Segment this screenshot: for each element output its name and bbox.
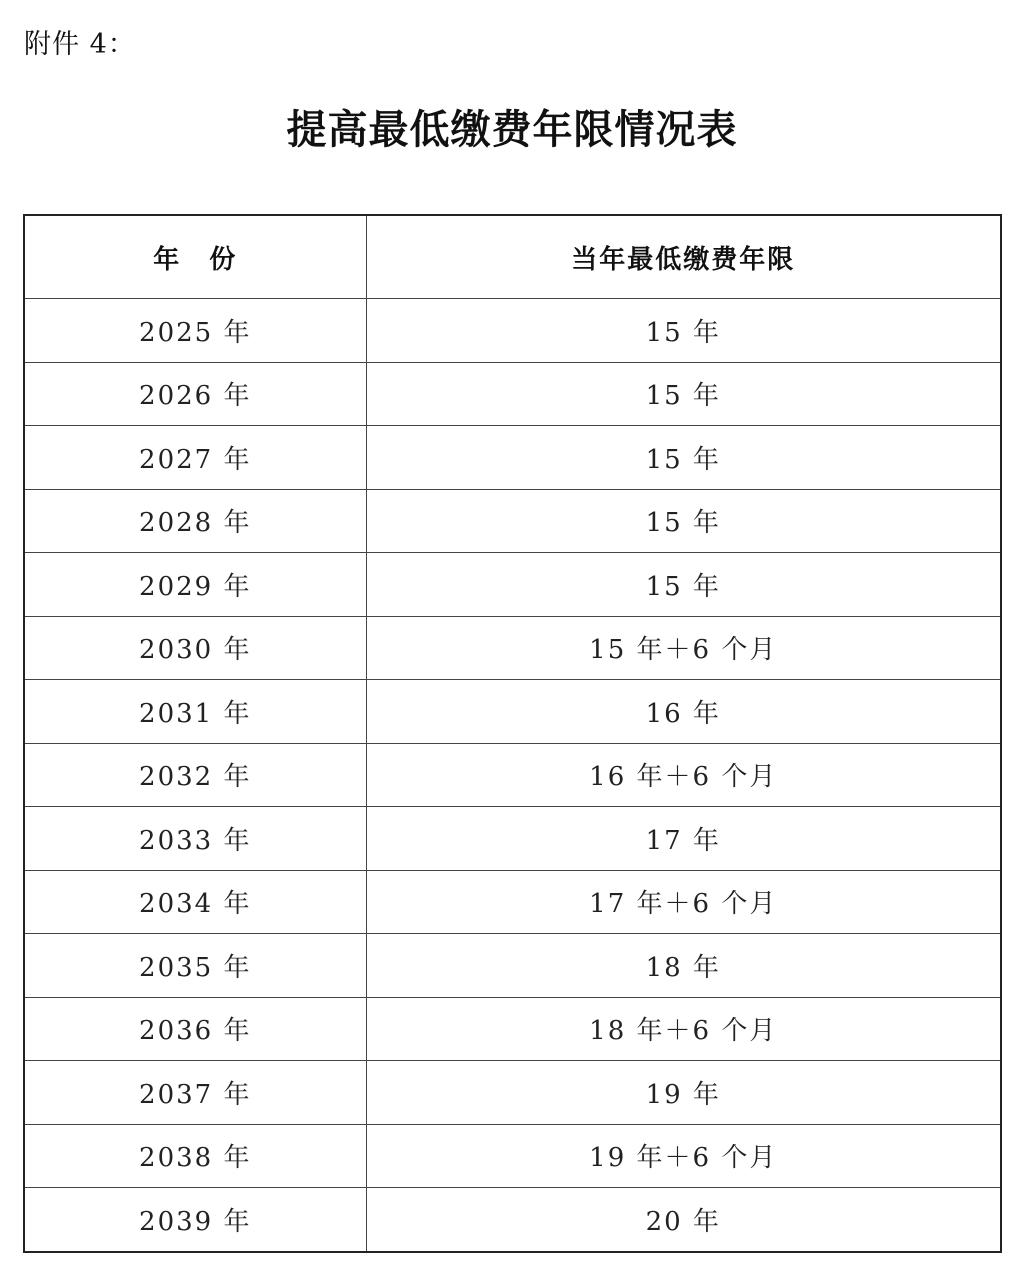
year-cell: 2037 年 [24,1061,366,1125]
table-row [24,362,1001,426]
min-years-cell: 18 年＋6 个月 [366,997,1001,1061]
year-cell: 2036 年 [24,997,366,1061]
year-cell: 2035 年 [24,934,366,998]
header-year: 年 份 [24,215,366,299]
year-cell: 2038 年 [24,1124,366,1188]
min-years-cell: 15 年 [366,489,1001,553]
year-cell: 2033 年 [24,807,366,871]
table-row [24,616,1001,680]
table-row [24,1124,1001,1188]
min-years-cell: 17 年＋6 个月 [366,870,1001,934]
year-cell: 2039 年 [24,1188,366,1252]
min-years-cell: 15 年 [366,362,1001,426]
year-cell: 2029 年 [24,553,366,617]
min-years-cell: 17 年 [366,807,1001,871]
document-title: 提高最低缴费年限情况表 [286,106,738,153]
min-years-cell: 18 年 [366,934,1001,998]
min-years-cell: 20 年 [366,1188,1001,1252]
header-min-years: 当年最低缴费年限 [366,215,1001,299]
min-years-cell: 19 年＋6 个月 [366,1124,1001,1188]
year-cell: 2026 年 [24,362,366,426]
table-row [24,997,1001,1061]
min-years-cell: 15 年 [366,553,1001,617]
table-row [24,489,1001,553]
table-row [24,553,1001,617]
table-header-row [24,215,1001,299]
attachment-label: 附件 4： [24,29,136,60]
year-cell: 2028 年 [24,489,366,553]
min-years-cell: 15 年 [366,299,1001,363]
table-row [24,934,1001,998]
min-years-cell: 15 年＋6 个月 [366,616,1001,680]
min-years-cell: 15 年 [366,426,1001,490]
year-cell: 2030 年 [24,616,366,680]
table-row [24,1061,1001,1125]
table-row [24,299,1001,363]
contribution-years-table [23,214,1002,1253]
table-row [24,870,1001,934]
table-row [24,680,1001,744]
year-cell: 2031 年 [24,680,366,744]
min-years-cell: 16 年 [366,680,1001,744]
year-cell: 2032 年 [24,743,366,807]
year-cell: 2027 年 [24,426,366,490]
table-body [24,299,1001,1252]
table-row [24,426,1001,490]
table-row [24,743,1001,807]
table-row [24,1188,1001,1252]
year-cell: 2025 年 [24,299,366,363]
min-years-cell: 16 年＋6 个月 [366,743,1001,807]
min-years-cell: 19 年 [366,1061,1001,1125]
year-cell: 2034 年 [24,870,366,934]
table-row [24,807,1001,871]
